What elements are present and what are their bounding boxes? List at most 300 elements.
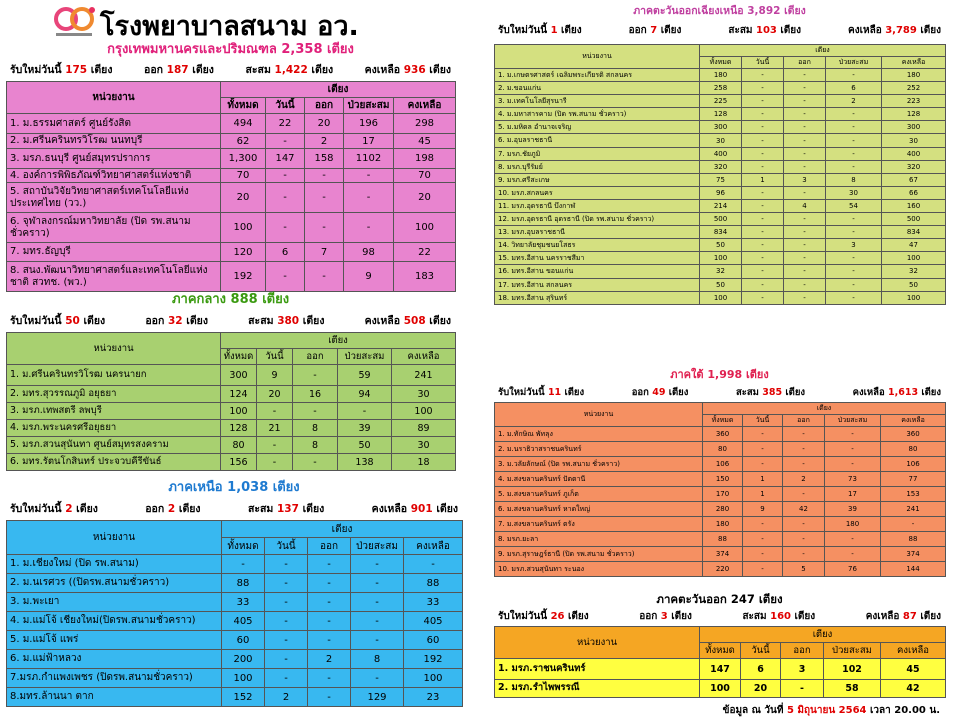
cell-value: - (351, 555, 404, 574)
cell-value: - (293, 365, 338, 386)
table-row (7, 593, 463, 612)
summary-group (736, 384, 805, 402)
table-row (7, 169, 456, 183)
unit-name: 7. ม.สงขลานครินทร์ ตรัง (495, 517, 703, 532)
summary-group (10, 498, 98, 520)
section-northeast (494, 4, 945, 305)
summary-line (6, 59, 455, 81)
summary-value: 175 (65, 64, 88, 76)
cell-value: - (308, 669, 351, 688)
summary-value: 26 (550, 611, 565, 622)
summary-value: 87 (902, 611, 917, 622)
header-cumulative: ป่วยสะสม (338, 349, 392, 365)
table-row (495, 199, 946, 212)
table-row (495, 472, 946, 487)
org-logo (52, 5, 96, 39)
cell-value: - (344, 169, 394, 183)
cell-value: - (784, 134, 826, 147)
table-row (495, 95, 946, 108)
unit-name: 1. มรภ.ราชนครินทร์ (495, 659, 700, 680)
cell-value: 100 (394, 213, 456, 243)
header-today: วันนี้ (741, 643, 781, 659)
unit-name: 7.มรภ.กำแพงเพชร (ปิดรพ.สนามชั่วคราว) (7, 669, 222, 688)
table-row (495, 457, 946, 472)
header-remaining: คงเหลือ (882, 57, 946, 69)
cell-value: - (351, 593, 404, 612)
cell-value: 100 (392, 403, 456, 420)
summary-label: สะสม (735, 387, 759, 398)
cell-value: - (826, 69, 882, 82)
cell-value: - (743, 517, 783, 532)
section-heading: ภาคตะวันออก 247 เตียง (656, 592, 783, 606)
cell-value: 100 (882, 252, 946, 265)
cell-value: - (338, 403, 392, 420)
table-row (495, 213, 946, 226)
section-heading: ภาคใต้ 1,998 เตียง (670, 368, 769, 381)
cell-value: - (742, 291, 784, 304)
cell-value: 156 (221, 454, 257, 471)
cell-value: - (783, 457, 825, 472)
cell-value: 160 (882, 199, 946, 212)
cell-value: 360 (703, 427, 743, 442)
cell-value: 360 (881, 427, 946, 442)
header-today: วันนี้ (743, 415, 783, 427)
summary-group (372, 498, 458, 520)
unit-name: 14. วิทยาลัยชุมชนยโสธร (495, 239, 700, 252)
table-row (7, 365, 456, 386)
cell-value: 120 (221, 243, 266, 262)
cell-value: - (784, 82, 826, 95)
cell-value: - (305, 169, 344, 183)
summary-value: 1,422 (274, 64, 308, 76)
cell-value: 62 (221, 134, 266, 149)
table-row (7, 688, 463, 707)
beds-table (494, 44, 946, 305)
summary-group (248, 310, 324, 332)
cell-value: 88 (703, 532, 743, 547)
unit-name: 15. มทร.อีสาน นครราชสีมา (495, 252, 700, 265)
summary-value: 936 (403, 64, 426, 76)
beds-table (6, 332, 456, 471)
table-row (7, 555, 463, 574)
table-row (7, 437, 456, 454)
header-total: ทั้งหมด (222, 538, 265, 555)
unit-name: 7. มทร.ธัญบุรี (7, 243, 221, 262)
table-row (7, 183, 456, 213)
header-cumulative: ป่วยสะสม (344, 98, 394, 114)
cell-value: 6 (266, 243, 305, 262)
cell-value: 280 (703, 502, 743, 517)
header-beds: เตียง (221, 333, 456, 349)
cell-value: 129 (351, 688, 404, 707)
summary-group (742, 608, 815, 626)
cell-value: 320 (882, 160, 946, 173)
cell-value: 17 (344, 134, 394, 149)
header-today: วันนี้ (257, 349, 293, 365)
header-today: วันนี้ (266, 98, 305, 114)
unit-name: 12. มรภ.อุดรธานี อุดรธานี (ปิด รพ.สนาม ชั่วคราว) (495, 213, 700, 226)
cell-value: 494 (221, 114, 266, 134)
summary-value: 2 (65, 503, 73, 515)
unit-name: 4. องค์การพิพิธภัณฑ์วิทยาศาสตร์แห่งชาติ (7, 169, 221, 183)
cell-value: - (742, 69, 784, 82)
unit-name: 6. จุฬาลงกรณ์มหาวิทยาลัย (ปิด รพ.สนามชั่วคราว) (7, 213, 221, 243)
table-header-row (495, 403, 946, 415)
unit-name: 5. สถาบันวิจัยวิทยาศาสตร์เทคโนโลยีแห่งประเทศไทย (วว.) (7, 183, 221, 213)
summary-label: รับใหม่วันนี้ (10, 315, 62, 327)
cell-value: 192 (404, 650, 463, 669)
cell-value: - (344, 213, 394, 243)
cell-value: 1 (742, 173, 784, 186)
cell-value: 252 (882, 82, 946, 95)
unit-name: 8. มรภ.บุรีรัมย์ (495, 160, 700, 173)
table-row (7, 650, 463, 669)
table-row (495, 517, 946, 532)
table-row (495, 82, 946, 95)
table-row (495, 291, 946, 304)
cell-value: - (784, 278, 826, 291)
unit-name: 4. ม.สงขลานครินทร์ ปัตตานี (495, 472, 703, 487)
cell-value: 128 (882, 108, 946, 121)
cell-value: 100 (221, 403, 257, 420)
cell-value: 20 (741, 680, 781, 698)
header-out: ออก (784, 57, 826, 69)
cell-value: 100 (404, 669, 463, 688)
cell-value: 17 (825, 487, 881, 502)
cell-value: 100 (221, 213, 266, 243)
cell-value: 88 (404, 574, 463, 593)
unit-name: 2. ม.นเรศวร ((ปิดรพ.สนามชั่วคราว) (7, 574, 222, 593)
table-header-row (7, 521, 463, 538)
cell-value: 20 (305, 114, 344, 134)
summary-label: คงเหลือ (848, 25, 882, 36)
summary-line (494, 18, 945, 44)
summary-group (245, 59, 333, 81)
beds-table (494, 402, 946, 577)
summary-unit: เตียง (671, 611, 692, 622)
cell-value: - (404, 555, 463, 574)
unit-name: 1. ม.ธรรมศาสตร์ ศูนย์รังสิต (7, 114, 221, 134)
cell-value: 1102 (344, 149, 394, 169)
cell-value: 834 (700, 226, 742, 239)
unit-name: 9. มรภ.สุราษฎร์ธานี (ปิด รพ.สนาม ชั่วคราว) (495, 547, 703, 562)
cell-value: - (783, 427, 825, 442)
summary-value: 187 (166, 64, 189, 76)
cell-value: - (308, 688, 351, 707)
cell-value: 50 (700, 239, 742, 252)
page-title: โรงพยาบาลสนาม อว. (100, 11, 359, 42)
cell-value: 18 (392, 454, 456, 471)
cell-value: - (257, 437, 293, 454)
table-row (495, 442, 946, 457)
summary-group (10, 310, 105, 332)
cell-value: 94 (338, 386, 392, 403)
cell-value: - (265, 612, 308, 631)
cell-value: 70 (394, 169, 456, 183)
cell-value: - (265, 669, 308, 688)
table-row (7, 213, 456, 243)
summary-line (6, 310, 455, 332)
unit-name: 8.มทร.ล้านนา ตาก (7, 688, 222, 707)
cell-value: - (784, 121, 826, 134)
summary-label: คงเหลือ (364, 315, 401, 327)
cell-value: 4 (784, 199, 826, 212)
summary-group (365, 310, 451, 332)
table-row (7, 612, 463, 631)
cell-value: 20 (221, 183, 266, 213)
cell-value: - (265, 631, 308, 650)
table-row (7, 262, 456, 292)
unit-name: 6. ม.อุบลราชธานี (495, 134, 700, 147)
cell-value: - (308, 631, 351, 650)
summary-label: สะสม (248, 315, 274, 327)
header-total: ทั้งหมด (700, 57, 742, 69)
cell-value: 320 (700, 160, 742, 173)
summary-value: 3 (660, 611, 668, 622)
table-row (495, 532, 946, 547)
section-east (494, 590, 945, 698)
cell-value: - (826, 213, 882, 226)
cell-value: - (826, 147, 882, 160)
cell-value: 2 (305, 134, 344, 149)
table-row (7, 114, 456, 134)
unit-name: 13. มรภ.อุบลราชธานี (495, 226, 700, 239)
cell-value: 50 (700, 278, 742, 291)
cell-value: 834 (882, 226, 946, 239)
cell-value: - (784, 226, 826, 239)
header-out: ออก (308, 538, 351, 555)
cell-value: 66 (882, 186, 946, 199)
cell-value: - (743, 427, 783, 442)
cell-value: - (265, 650, 308, 669)
cell-value: - (825, 427, 881, 442)
summary-group (629, 18, 682, 44)
table-row (495, 186, 946, 199)
cell-value: - (783, 547, 825, 562)
cell-value: - (881, 517, 946, 532)
table-row (495, 134, 946, 147)
summary-group (365, 59, 451, 81)
header-cumulative: ป่วยสะสม (824, 643, 881, 659)
summary-group (248, 498, 324, 520)
cell-value: - (222, 555, 265, 574)
summary-value: 32 (167, 315, 183, 327)
cell-value: - (308, 612, 351, 631)
summary-group (866, 608, 941, 626)
unit-name: 18. มทร.อีสาน สุรินทร์ (495, 291, 700, 304)
cell-value: 220 (703, 562, 743, 577)
table-row (7, 631, 463, 650)
cell-value: - (784, 186, 826, 199)
cell-value: - (351, 631, 404, 650)
summary-label: สะสม (728, 25, 753, 36)
summary-group (498, 384, 584, 402)
cell-value: - (783, 487, 825, 502)
summary-label: รับใหม่วันนี้ (498, 611, 548, 622)
cell-value: 144 (881, 562, 946, 577)
cell-value: 33 (222, 593, 265, 612)
summary-value: 103 (756, 25, 777, 36)
cell-value: - (305, 262, 344, 292)
cell-value: - (826, 121, 882, 134)
cell-value: - (742, 252, 784, 265)
summary-group (145, 498, 200, 520)
table-row (495, 160, 946, 173)
section-heading: ภาคตะวันออกเฉียงเหนือ 3,892 เตียง (633, 5, 806, 17)
cell-value: 22 (394, 243, 456, 262)
unit-name: 6. ม.สงขลานครินทร์ หาดใหญ่ (495, 502, 703, 517)
table-row (495, 252, 946, 265)
cell-value: 106 (881, 457, 946, 472)
cell-value: - (784, 265, 826, 278)
summary-value: 1 (550, 25, 558, 36)
cell-value: - (305, 213, 344, 243)
summary-group (853, 384, 941, 402)
cell-value: 7 (305, 243, 344, 262)
unit-name: 1. ม.ทักษิณ พัทลุง (495, 427, 703, 442)
summary-unit: เตียง (921, 387, 941, 398)
unit-name: 9. มรภ.ศรีสะเกษ (495, 173, 700, 186)
unit-name: 4. มรภ.พระนครศรีอยุธยา (7, 420, 221, 437)
cell-value: 2 (308, 650, 351, 669)
unit-name: 11. มรภ.อุดรธานี บึงกาฬ (495, 199, 700, 212)
cell-value: - (826, 252, 882, 265)
cell-value: 3 (781, 659, 824, 680)
cell-value: - (742, 186, 784, 199)
cell-value: - (742, 213, 784, 226)
cell-value: 59 (338, 365, 392, 386)
cell-value: 33 (404, 593, 463, 612)
table-row (7, 574, 463, 593)
unit-name: 8. มรภ.ยะลา (495, 532, 703, 547)
cell-value: 20 (394, 183, 456, 213)
table-row (495, 427, 946, 442)
unit-name: 2. ม.นราธิวาสราชนครินทร์ (495, 442, 703, 457)
cell-value: 8 (293, 437, 338, 454)
cell-value: 88 (222, 574, 265, 593)
summary-label: ออก (628, 25, 647, 36)
cell-value: - (265, 593, 308, 612)
cell-value: 5 (783, 562, 825, 577)
summary-value: 50 (65, 315, 80, 327)
table-row (7, 149, 456, 169)
beds-table (6, 520, 463, 707)
cell-value: 96 (700, 186, 742, 199)
summary-value: 49 (652, 387, 666, 398)
cell-value: - (826, 278, 882, 291)
summary-unit: เตียง (564, 387, 585, 398)
cell-value: - (308, 593, 351, 612)
cell-value: - (825, 532, 881, 547)
cell-value: 200 (222, 650, 265, 669)
unit-name: 1. ม.เกษตรศาสตร์ เฉลิมพระเกียรติ สกลนคร (495, 69, 700, 82)
cell-value: 374 (881, 547, 946, 562)
cell-value: 241 (881, 502, 946, 517)
summary-unit: เตียง (302, 503, 325, 515)
cell-value: - (784, 108, 826, 121)
cell-value: 60 (404, 631, 463, 650)
cell-value: 100 (700, 291, 742, 304)
table-row (7, 454, 456, 471)
cell-value: 42 (881, 680, 946, 698)
section-heading: ภาคกลาง 888 เตียง (171, 292, 290, 307)
unit-name: 3. ม.วลัยลักษณ์ (ปิด รพ.สนาม ชั่วคราว) (495, 457, 703, 472)
cell-value: - (266, 134, 305, 149)
cell-value: - (826, 134, 882, 147)
unit-name: 2. ม.ขอนแก่น (495, 82, 700, 95)
cell-value: - (826, 291, 882, 304)
summary-value: 1,613 (888, 387, 919, 398)
unit-name: 5. มรภ.สวนสุนันทา ศูนย์สมุทรสงคราม (7, 437, 221, 454)
cell-value: - (783, 517, 825, 532)
section-bangkok (6, 40, 455, 292)
unit-name: 10. มรภ.สวนสุนันทา ระนอง (495, 562, 703, 577)
table-row (495, 502, 946, 517)
unit-name: 17. มทร.อีสาน สกลนคร (495, 278, 700, 291)
section-central (6, 290, 455, 471)
cell-value: 80 (881, 442, 946, 457)
cell-value: 60 (222, 631, 265, 650)
header-unit: หน่วยงาน (7, 521, 222, 555)
header-beds: เตียง (700, 45, 946, 57)
table-row (7, 134, 456, 149)
cell-value: - (743, 532, 783, 547)
cell-value: - (742, 160, 784, 173)
cell-value: 22 (266, 114, 305, 134)
unit-name: 3. มรภ.เทพสตรี ลพบุรี (7, 403, 221, 420)
cell-value: - (266, 183, 305, 213)
summary-group (639, 608, 692, 626)
summary-unit: เตียง (429, 64, 451, 76)
summary-line (494, 384, 945, 402)
cell-value: 152 (222, 688, 265, 707)
cell-value: 47 (882, 239, 946, 252)
cell-value: 23 (404, 688, 463, 707)
cell-value: - (266, 213, 305, 243)
unit-name: 6. ม.แม่ฟ้าหลวง (7, 650, 222, 669)
cell-value: 192 (221, 262, 266, 292)
summary-value: 7 (650, 25, 658, 36)
cell-value: 77 (881, 472, 946, 487)
cell-value: - (742, 278, 784, 291)
table-row (7, 243, 456, 262)
summary-unit: เตียง (780, 25, 802, 36)
section-north (6, 478, 462, 707)
unit-name: 4. ม.แม่โจ้ เชียงใหม่(ปิดรพ.สนามชั่วคราว) (7, 612, 222, 631)
cell-value: - (742, 265, 784, 278)
cell-value: 30 (700, 134, 742, 147)
summary-value: 380 (277, 315, 300, 327)
summary-unit: เตียง (668, 387, 689, 398)
summary-group (848, 18, 941, 44)
summary-label: ออก (145, 315, 165, 327)
cell-value: - (344, 183, 394, 213)
header-total: ทั้งหมด (703, 415, 743, 427)
cell-value: 298 (394, 114, 456, 134)
cell-value: - (743, 562, 783, 577)
cell-value: 8 (351, 650, 404, 669)
header-total: ทั้งหมด (221, 98, 266, 114)
header-out: ออก (783, 415, 825, 427)
cell-value: 30 (392, 437, 456, 454)
table-row (495, 108, 946, 121)
cell-value: 102 (824, 659, 881, 680)
cell-value: - (308, 555, 351, 574)
summary-unit: เตียง (920, 611, 941, 622)
cell-value: - (305, 183, 344, 213)
cell-value: - (742, 199, 784, 212)
cell-value: - (308, 574, 351, 593)
